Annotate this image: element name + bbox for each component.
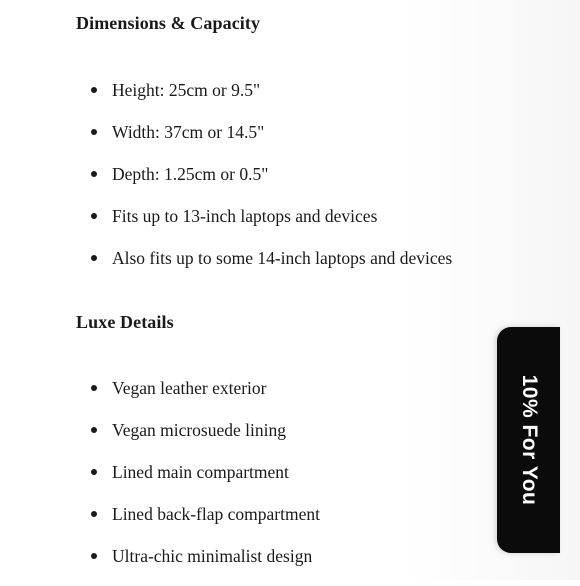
section-heading-luxe-details: Luxe Details — [76, 312, 174, 332]
list-item: Depth: 1.25cm or 0.5" — [88, 162, 452, 204]
discount-promo-tab[interactable] — [497, 327, 560, 553]
list-item: Height: 25cm or 9.5" — [88, 78, 452, 120]
list-item: Lined main compartment — [88, 460, 320, 502]
section-heading-dimensions: Dimensions & Capacity — [76, 13, 261, 33]
list-item: Vegan leather exterior — [88, 376, 320, 418]
promo-tab-label: 10% For You — [517, 374, 541, 506]
list-item: Also fits up to some 14-inch laptops and devices — [88, 246, 452, 288]
list-item: Fits up to 13-inch laptops and devices — [88, 204, 452, 246]
list-item: Vegan microsuede lining — [88, 418, 320, 460]
luxe-details-list — [88, 376, 320, 586]
list-item: Width: 37cm or 14.5" — [88, 120, 452, 162]
dimensions-list — [88, 78, 452, 288]
list-item: Lined back-flap compartment — [88, 502, 320, 544]
list-item: Ultra-chic minimalist design — [88, 544, 320, 586]
